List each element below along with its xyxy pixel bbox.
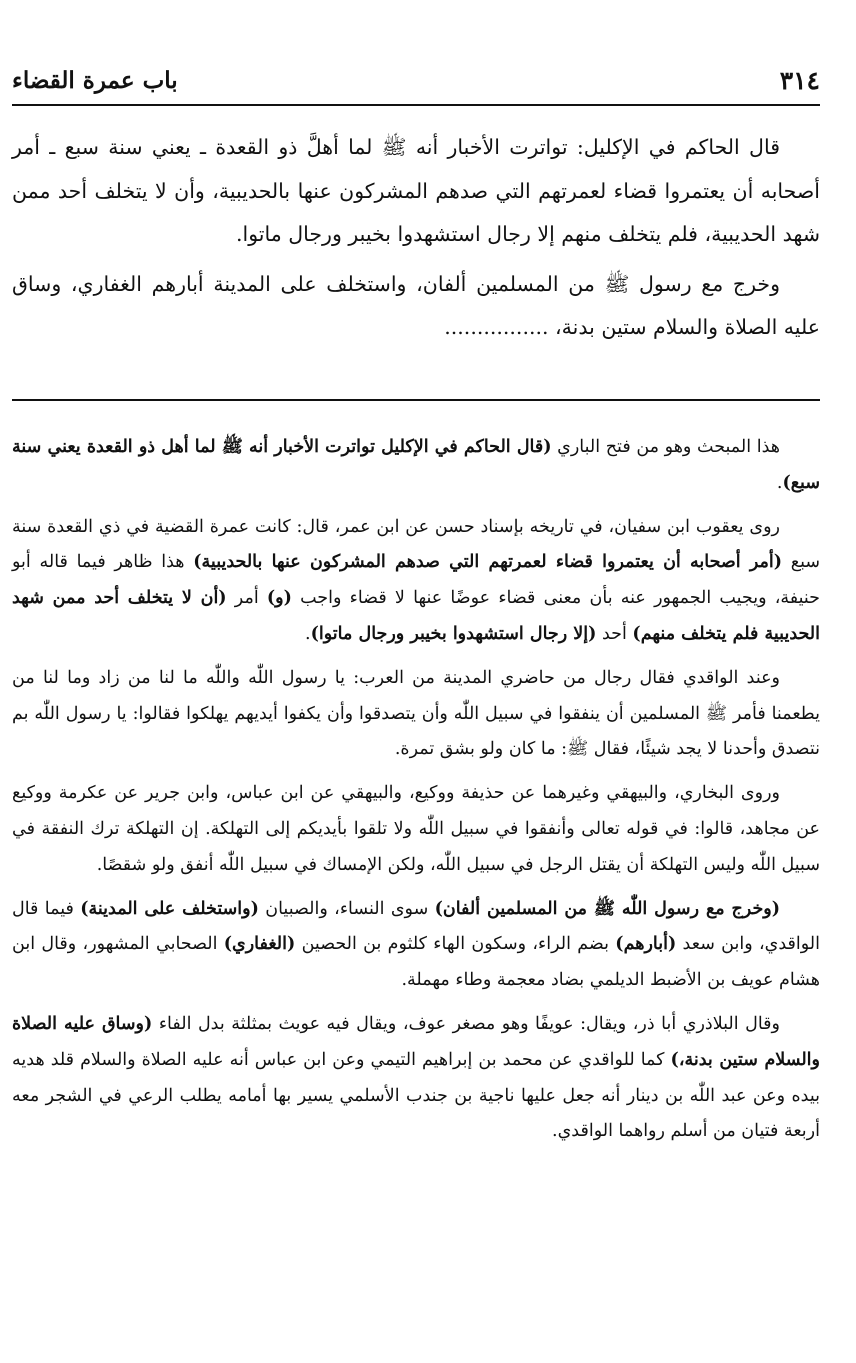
commentary xyxy=(12,430,820,1158)
quoted-text: (أبارهم) xyxy=(615,934,677,955)
commentary-text: الصحابي المشهور، وقال ابن هشام عويف بن الأضبط الديلمي بضاد معجمة وطاء مهملة. xyxy=(12,934,820,991)
commentary-text: فيما قال الواقدي، وابن سعد xyxy=(12,898,820,955)
quoted-text: (وخرج مع رسول اللّٰه ﷺ من المسلمين ألفان) xyxy=(434,898,781,919)
page-number: ٣١٤ xyxy=(779,65,820,95)
dot-leader: ................ xyxy=(444,315,549,339)
book-page xyxy=(12,40,820,1340)
commentary-paragraph xyxy=(12,510,820,653)
commentary-paragraph xyxy=(12,892,820,999)
commentary-paragraph: وروى البخاري، والبيهقي وغيرهما عن حذيفة ووكيع، والبيهقي عن ابن عباس، وابن جرير عن عكرمة ووكيع عن مجاهد، قالوا: في قوله تعالى وأنفقوا في سبيل اللّٰه ولا تلقوا بأيديكم إلى التهلكة. إن التهلكة ترك النفقة في سبيل اللّٰه وليس التهلكة أن يقتل الرجل في سبيل اللّٰه، ولكن الإمساك في سبيل اللّٰه أنفق ولو شقصًا. xyxy=(12,783,820,875)
commentary-text: كما للواقدي عن محمد بن إبراهيم التيمي وعن ابن عباس أنه عليه الصلاة والسلام قلد هديه بيده وعن عبد اللّٰه بن دينار أنه جعل عليها ناجية بن جندب الأسلمي يسير بها أمامه يطلب الرعي في الشجر معه أربعة فتيان من أسلم رواهما الواقدي. xyxy=(12,1049,820,1142)
commentary-text: وقال البلاذري أبا ذر، ويقال: عويفًا وهو مصغر عوف، ويقال فيه عويث بمثلثة بدل الفاء xyxy=(152,1013,780,1034)
commentary-paragraph xyxy=(12,430,820,502)
separator-rule xyxy=(12,399,820,401)
main-text xyxy=(12,126,820,350)
commentary-text: سوى النساء، والصبيان xyxy=(258,898,435,919)
main-paragraph: قال الحاكم في الإكليل: تواترت الأخبار أنه ﷺ لما أهلَّ ذو القعدة ـ يعني سنة سبع ـ أمر أصحابه أن يعتمروا قضاء لعمرتهم التي صدهم المشركون عنها بالحديبية، وأن لا يتخلف أحد ممن شهد الحديبية، فلم يتخلف منهم إلا رجال استشهدوا بخيبر ورجال ماتوا. xyxy=(12,135,820,246)
header-rule xyxy=(12,104,820,106)
commentary-text: روى يعقوب ابن سفيان، في تاريخه بإسناد حسن عن ابن عمر، قال: كانت عمرة القضية في ذي القعدة سنة سبع xyxy=(12,516,821,573)
commentary-text: أحد xyxy=(596,623,633,644)
main-paragraph xyxy=(12,263,820,350)
commentary-text: . xyxy=(305,623,311,644)
commentary-text: بضم الراء، وسكون الهاء كلثوم بن الحصين xyxy=(295,934,616,955)
quoted-text: (و) xyxy=(266,588,292,609)
quoted-text: (واستخلف على المدينة) xyxy=(80,898,259,919)
commentary-text: أمر xyxy=(226,588,267,609)
quoted-text: (الغفاري) xyxy=(223,934,296,955)
commentary-paragraph xyxy=(12,1007,820,1150)
quoted-text: (أن لا يتخلف أحد ممن شهد الحديبية فلم يتخلف منهم) xyxy=(12,588,820,644)
commentary-text: هذا ظاهر فيما قاله أبو حنيفة، ويجيب الجمهور عنه بأن معنى قضاء عوضًا عنها لا قضاء واجب xyxy=(12,552,820,609)
quoted-text: (إلا رجال استشهدوا بخيبر ورجال ماتوا) xyxy=(310,623,597,644)
commentary-text: . xyxy=(776,472,783,493)
chapter-title: باب عمرة القضاء xyxy=(12,66,178,94)
quoted-text: (قال الحاكم في الإكليل تواترت الأخبار أنه ﷺ لما أهل ذو القعدة يعني سنة سبع) xyxy=(12,437,820,493)
quoted-text: (وساق عليه الصلاة والسلام ستين بدنة،) xyxy=(12,1013,820,1070)
commentary-text: هذا المبحث وهو من فتح الباري xyxy=(551,437,780,457)
quoted-text: (أمر أصحابه أن يعتمروا قضاء لعمرتهم التي صدهم المشركون عنها بالحديبية) xyxy=(193,552,783,573)
main-paragraph-text: وخرج مع رسول ﷺ من المسلمين ألفان، واستخلف على المدينة أبارهم الغفاري، وساق عليه الصلاة والسلام ستين بدنة، xyxy=(12,271,820,339)
page-header xyxy=(12,62,820,98)
commentary-paragraph: وعند الواقدي فقال رجال من حاضري المدينة من العرب: يا رسول اللّٰه واللّٰه ما لنا من زاد وما لنا من يطعمنا فأمر ﷺ المسلمين أن ينفقوا في سبيل اللّٰه وأن يتصدقوا وأن يكفوا أيديهم يهلكوا فقالوا: يا رسول اللّٰه بم نتصدق وأحدنا لا يجد شيئًا، فقال ﷺ: ما كان ولو بشق تمرة. xyxy=(12,667,820,760)
